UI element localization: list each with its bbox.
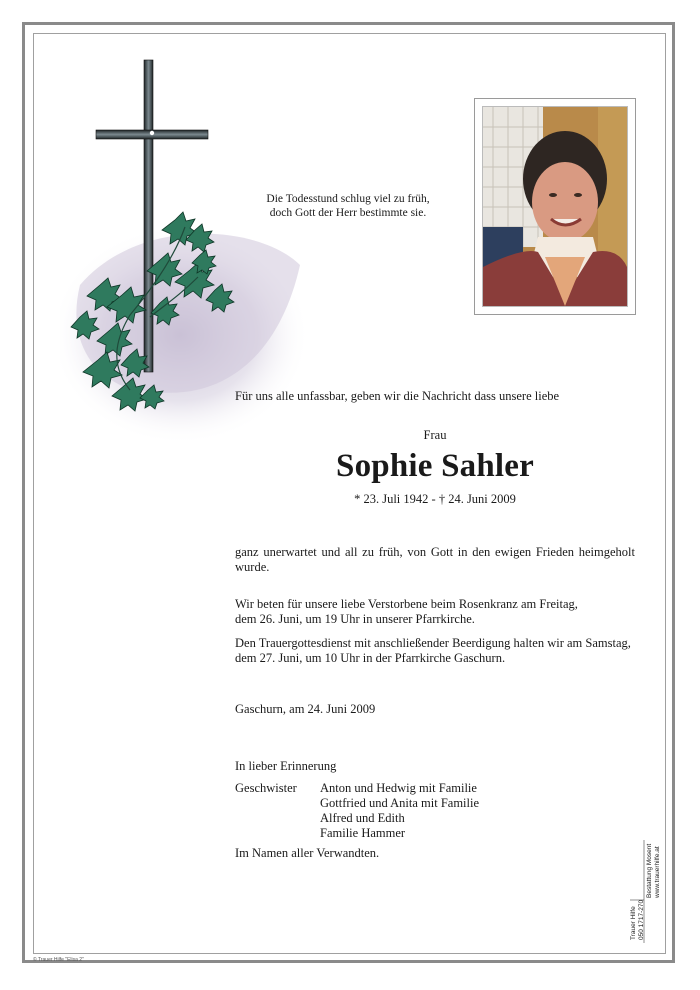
imprint-org: Trauer Hilfe bbox=[630, 906, 637, 940]
copyright-notice: © Trauer Hilfe "Elisa 2" bbox=[33, 957, 84, 963]
funeral-line-1: Den Trauergottesdienst mit anschließender Beerdigung halten wir am Samstag, bbox=[235, 636, 631, 650]
place-and-date: Gaschurn, am 24. Juni 2009 bbox=[235, 702, 376, 716]
quote bbox=[230, 192, 466, 220]
rosary-notice bbox=[235, 597, 635, 627]
quote-line-2: doch Gott der Herr bestimmte sie. bbox=[269, 207, 427, 219]
passing-message: ganz unerwartet und all zu früh, von Gott in den ewigen Frieden heimgeholt wurde. bbox=[235, 545, 635, 574]
quote-line-1: Die Todesstund schlug viel zu früh, bbox=[266, 193, 430, 205]
imprint-business: Bestattung Mosent bbox=[646, 843, 653, 898]
rosary-line-1: Wir beten für unsere liebe Verstorbene beim Rosenkranz am Freitag, bbox=[235, 597, 578, 611]
intro-text: Für uns alle unfassbar, geben wir die Nachricht dass unsere liebe bbox=[235, 389, 560, 403]
imprint-box bbox=[628, 840, 661, 943]
funeral-notice bbox=[235, 636, 635, 666]
imprint-phone: 050 1717-270 bbox=[638, 899, 645, 940]
rosary-line-2: dem 26. Juni, um 19 Uhr in unserer Pfarrkirche. bbox=[235, 612, 475, 626]
family-member: Alfred und Edith bbox=[320, 811, 405, 825]
portrait-frame bbox=[474, 98, 636, 315]
life-dates: * 23. Juli 1942 - † 24. Juni 2009 bbox=[354, 492, 516, 506]
salutation: Frau bbox=[423, 428, 447, 442]
deceased-name: Sophie Sahler bbox=[336, 448, 534, 484]
portrait-photo bbox=[482, 106, 628, 307]
imprint-web: www.trauerhilfe.at bbox=[654, 846, 661, 898]
family-member: Gottfried und Anita mit Familie bbox=[320, 796, 480, 810]
closing-text: Im Namen aller Verwandten. bbox=[235, 846, 380, 860]
family-member: Anton und Hedwig mit Familie bbox=[320, 781, 477, 795]
family-member: Familie Hammer bbox=[320, 826, 406, 840]
remembrance-heading: In lieber Erinnerung bbox=[235, 759, 337, 773]
funeral-line-2: dem 27. Juni, um 10 Uhr in der Pfarrkirche Gaschurn. bbox=[235, 651, 506, 665]
family-label: Geschwister bbox=[235, 781, 297, 795]
family-list bbox=[320, 781, 479, 841]
cross-vertical-beam bbox=[144, 60, 153, 372]
